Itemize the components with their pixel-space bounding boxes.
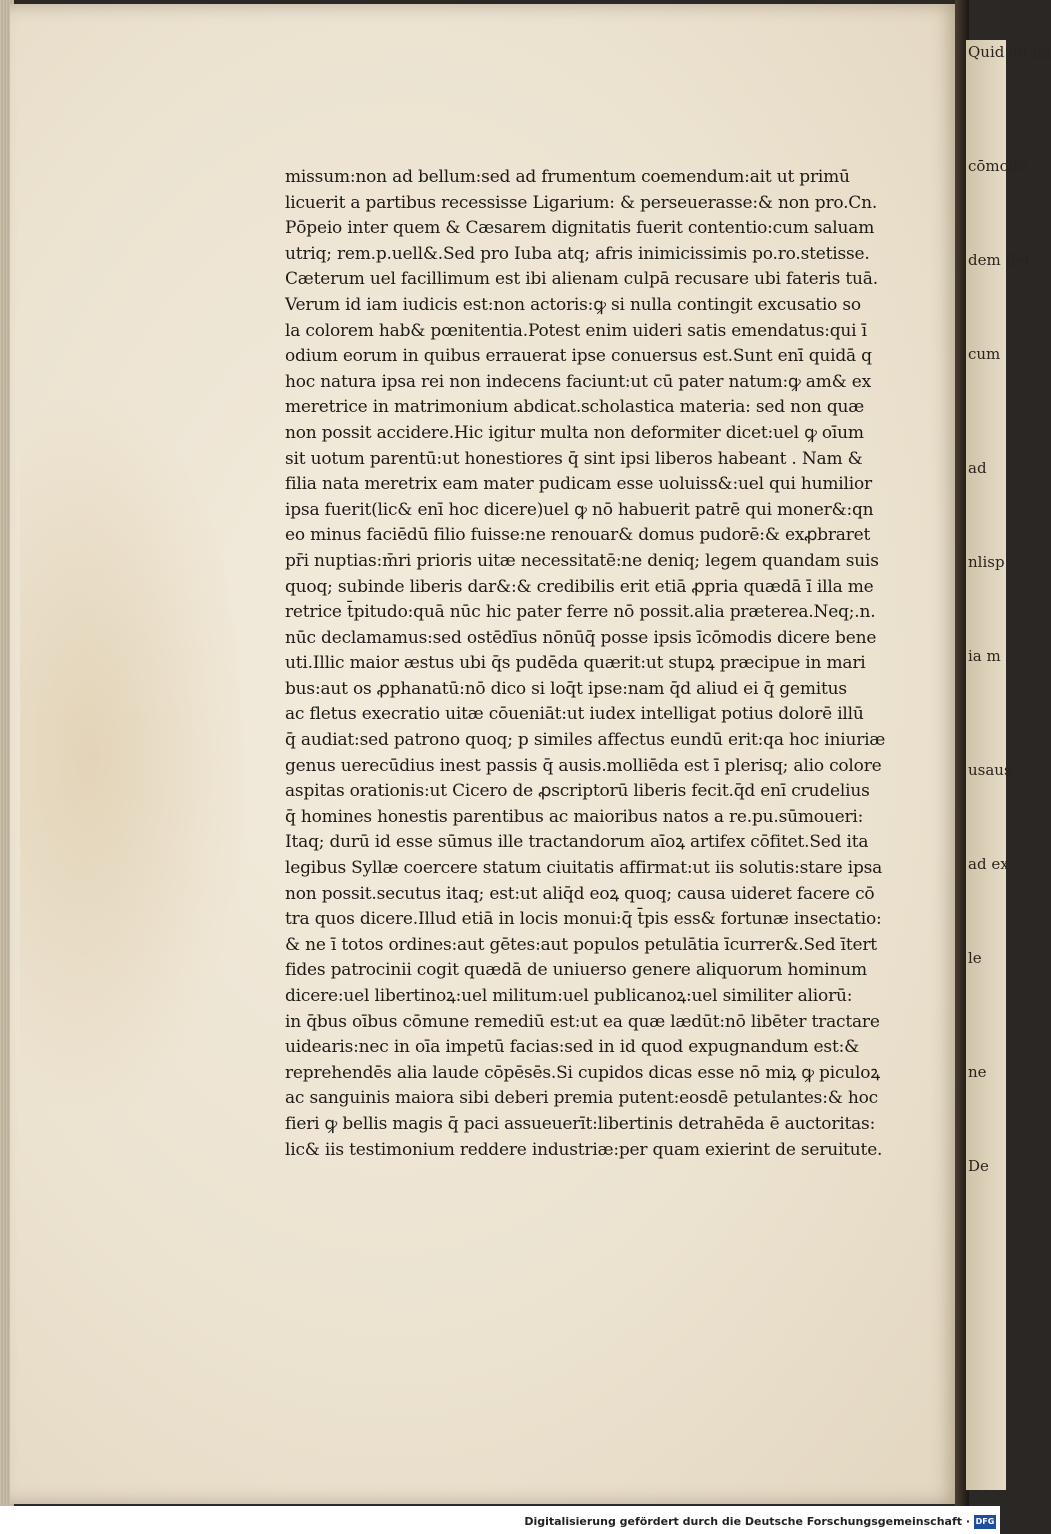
text-line: retrice t̄pitudo:quā nūc hic pater ferre nō possit.alia præterea.Neq;.n.: [285, 602, 876, 623]
text-line: quoq; subinde liberis dar&:& credibilis erit etiā ꝓpria quædā ī illa me: [285, 576, 874, 597]
text-line: ac sanguinis maiora sibi deberi premia putent:eosdē petulantes:& hoc: [285, 1088, 878, 1109]
text-line: in q̄bus oībus cōmune remediū est:ut ea quæ lædūt:nō libēter tractare: [285, 1011, 880, 1032]
text-line: q̄ audiat:sed patrono quoq; p similes affectus eundū erit:qa hoc iniuriæ: [285, 730, 886, 751]
text-line: nūc declamamus:sed ostēdīus nōnūq̄ posse ipsis īcōmodis dicere bene: [285, 627, 877, 648]
text-line: missum:non ad bellum:sed ad frumentum coemendum:ait ut primū: [285, 167, 850, 187]
facing-page-edge: [966, 40, 1051, 1490]
text-line: Verum id iam iudicis est:non actoris:ꝙ si nulla contingit excusatio so: [285, 294, 861, 315]
dfg-logo: DFG: [974, 1515, 996, 1529]
text-line: ipsa fuerit(lic& enī hoc dicere)uel ꝙ nō habuerit patrē qui moner&:qn: [285, 499, 874, 520]
text-line: genus uerecūdius inest passis q̄ ausis.molliēda est ī plerisq; alio colore: [285, 755, 882, 776]
text-line: ac fletus execratio uitæ cōueniāt:ut iudex intelligat potius dolorē illū: [285, 704, 864, 725]
text-line: utriq; rem.p.uell&.Sed pro Iuba atq; afris inimicissimis po.ro.stetisse.: [285, 243, 870, 264]
text-line: lic& iis testimonium reddere industriæ:per quam exierint de seruitute.: [285, 1139, 883, 1160]
text-line: fides patrocinii cogit quædā de uniuerso genere aliquorum hominum: [285, 960, 867, 981]
facing-text-fragment: ne: [968, 1063, 987, 1081]
facing-text-fragment: dem fiet: [968, 251, 1031, 269]
facing-text-fragment: usaus: [968, 761, 1012, 779]
text-line: hoc natura ipsa rei non indecens faciunt:ut cū pater natum:ꝙ am& ex: [285, 371, 872, 392]
facing-text-fragment: De: [968, 1157, 989, 1175]
footer-credit: Digitalisierung gefördert durch die Deutsche Forschungsgemeinschaft ·: [524, 1515, 970, 1528]
footer-bar: [0, 1506, 1000, 1534]
text-line: tra quos dicere.Illud etiā in locis monui:q̄ t̄pis ess& fortunæ insectatio:: [285, 909, 882, 930]
facing-text-fragment: Quid ad na: [968, 43, 1051, 61]
text-line: reprehendēs alia laude cōpēsēs.Si cupidos dicas esse nō miꝝ ꝙ piculoꝝ: [285, 1062, 880, 1083]
text-line: Itaq; durū id esse sūmus ille tractandorum aīoꝝ artifex cōfitet.Sed ita: [285, 832, 869, 853]
text-line: licuerit a partibus recessisse Ligarium: & perseuerasse:& non pro.Cn.: [285, 192, 878, 213]
text-line: odium eorum in quibus errauerat ipse conuersus est.Sunt enī quidā q: [285, 346, 872, 367]
facing-text-fragment: ad: [968, 459, 987, 477]
text-line: bus:aut os ꝓphanatū:nō dico si loq̄t ipse:nam q̄d aliud ei q̄ gemitus: [285, 678, 847, 699]
text-line: Cæterum uel facillimum est ibi alienam culpā recusare ubi fateris tuā.: [285, 269, 878, 290]
water-stain: [20, 384, 250, 1124]
text-line: sit uotum parentū:ut honestiores q̄ sint ipsi liberos habeant . Nam &: [285, 448, 863, 469]
text-line: filia nata meretrix eam mater pudicam esse uoluiss&:uel qui humilior: [285, 474, 872, 495]
text-line: uti.Illic maior æstus ubi q̄s pudēda quærit:ut stupꝝ præcipue in mari: [285, 653, 866, 674]
text-line: legibus Syllæ coercere statum ciuitatis affirmat:ut iis solutis:stare ipsa: [285, 858, 883, 879]
facing-text-fragment: ia m: [968, 647, 1001, 665]
text-line: q̄ homines honestis parentibus ac maioribus natos a re.pu.sūmoueri:: [285, 806, 864, 827]
main-text-block: [285, 165, 910, 1163]
facing-text-fragment: nlisp: [968, 553, 1005, 571]
text-line: eo minus faciēdū filio fuisse:ne renouar& domus pudorē:& exꝓbraret: [285, 525, 871, 546]
text-line: la colorem hab& pœnitentia.Potest enim uideri satis emendatus:qui ī: [285, 320, 867, 341]
text-line: dicere:uel libertinoꝝ:uel militum:uel publicanoꝝ:uel similiter aliorū:: [285, 986, 853, 1006]
text-line: non possit accidere.Hic igitur multa non deformiter dicet:uel ꝙ oīum: [285, 422, 864, 443]
text-line: meretrice in matrimonium abdicat.scholastica materia: sed non quæ: [285, 397, 865, 418]
text-line: fieri ꝙ bellis magis q̄ paci assueuerīt:libertinis detrahēda ē auctoritas:: [285, 1113, 876, 1134]
text-line: & ne ī totos ordines:aut gētes:aut populos petulātia īcurrer&.Sed ītert: [285, 934, 877, 955]
text-line: uidearis:nec in oīa impetū facias:sed in id quod expugnandum est:&: [285, 1037, 860, 1058]
facing-text-fragment: cum: [968, 345, 1001, 363]
facing-text-fragment: le: [968, 949, 982, 967]
facing-text-fragment: cōmodo: [968, 157, 1028, 175]
facing-text-fragment: ad ex: [968, 855, 1009, 873]
text-line: Pōpeio inter quem & Cæsarem dignitatis fuerit contentio:cum saluam: [285, 218, 875, 239]
text-line: aspitas orationis:ut Cicero de ꝓscriptorū liberis fecit.q̄d enī crudelius: [285, 781, 870, 802]
text-line: pr̄i nuptias:m̄ri prioris uitæ necessitatē:ne deniq; legem quandam suis: [285, 550, 879, 571]
text-line: non possit.secutus itaq; est:ut aliq̄d eoꝝ quoq; causa uideret facere cō: [285, 883, 875, 904]
